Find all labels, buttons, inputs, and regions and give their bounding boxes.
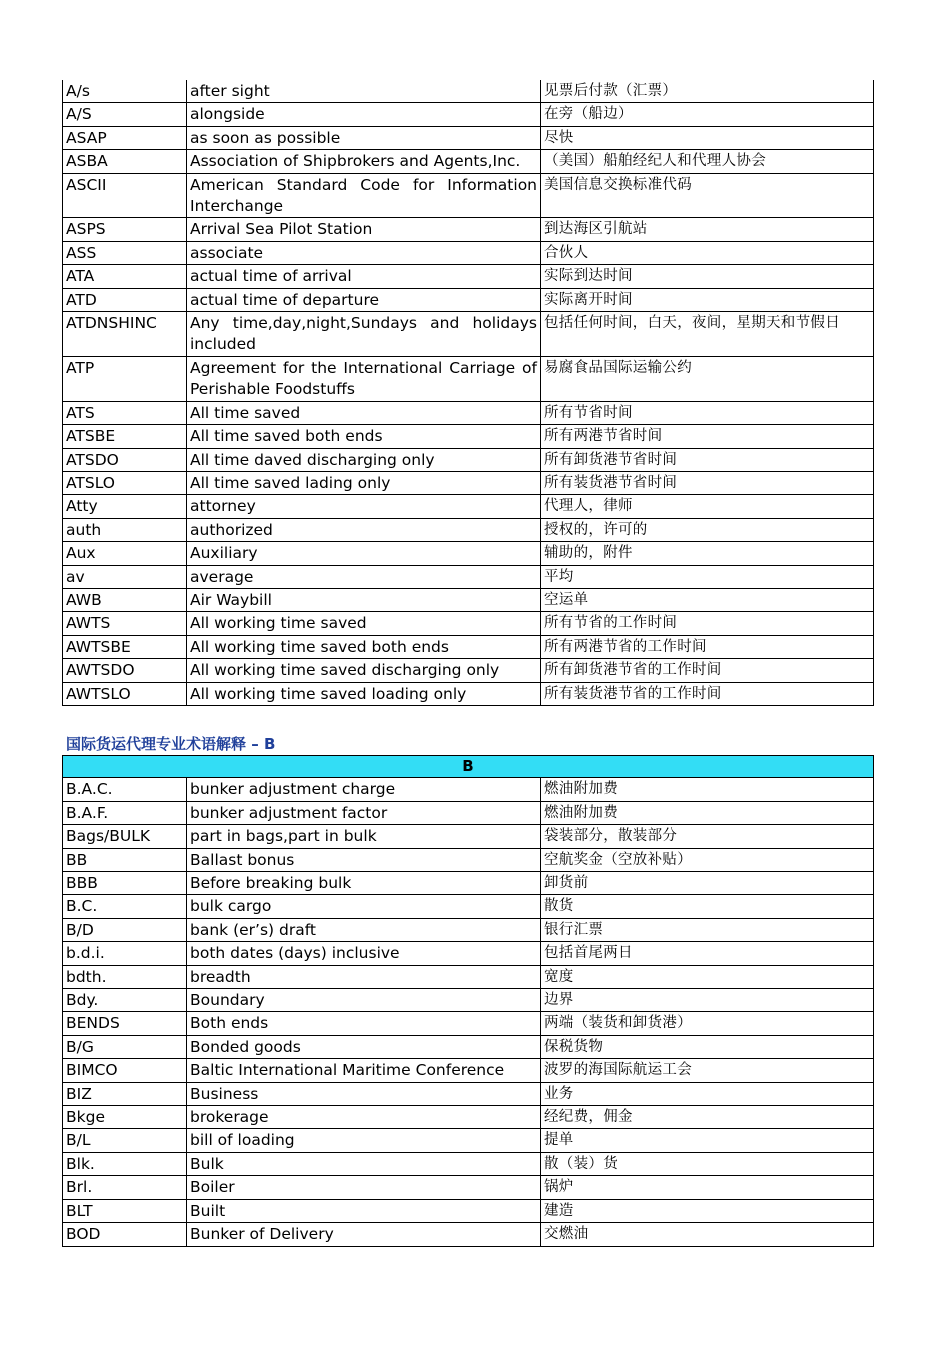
glossary-table-a [62,80,874,706]
glossary-row [63,173,874,218]
english-term-cell: Bulk [187,1152,541,1175]
english-term-cell: part in bags,part in bulk [187,825,541,848]
chinese-translation-cell: （美国）船舶经纪人和代理人协会 [541,150,874,173]
abbreviation-cell: BLT [63,1199,187,1222]
glossary-row [63,612,874,635]
english-term-cell: brokerage [187,1106,541,1129]
glossary-row [63,588,874,611]
chinese-translation-cell: 散（装）货 [541,1152,874,1175]
chinese-translation-cell: 包括首尾两日 [541,942,874,965]
chinese-translation-cell: 建造 [541,1199,874,1222]
glossary-row [63,80,874,103]
english-term-cell: actual time of departure [187,288,541,311]
english-term-cell: Both ends [187,1012,541,1035]
chinese-translation-cell: 合伙人 [541,241,874,264]
abbreviation-cell: B.A.C. [63,778,187,801]
chinese-translation-cell: 保税货物 [541,1035,874,1058]
abbreviation-cell: av [63,565,187,588]
chinese-translation-cell: 所有卸货港节省的工作时间 [541,659,874,682]
glossary-row [63,312,874,357]
abbreviation-cell: B/D [63,918,187,941]
english-term-cell: All time saved both ends [187,425,541,448]
abbreviation-cell: A/s [63,80,187,103]
glossary-row [63,918,874,941]
english-term-cell: Arrival Sea Pilot Station [187,218,541,241]
glossary-row [63,1082,874,1105]
chinese-translation-cell: 所有节省时间 [541,401,874,424]
glossary-table-b [62,755,874,1247]
abbreviation-cell: AWTS [63,612,187,635]
english-term-cell: Built [187,1199,541,1222]
glossary-row [63,401,874,424]
abbreviation-cell: B.A.F. [63,801,187,824]
abbreviation-cell: AWTSLO [63,682,187,705]
english-term-cell: All time saved [187,401,541,424]
glossary-row [63,848,874,871]
glossary-row [63,565,874,588]
english-term-cell: Ballast bonus [187,848,541,871]
english-term-cell: Association of Shipbrokers and Agents,Inc. [187,150,541,173]
chinese-translation-cell: 两端（装货和卸货港） [541,1012,874,1035]
english-term-cell: Business [187,1082,541,1105]
abbreviation-cell: ATS [63,401,187,424]
abbreviation-cell: ASAP [63,126,187,149]
abbreviation-cell: b.d.i. [63,942,187,965]
abbreviation-cell: BB [63,848,187,871]
glossary-row [63,495,874,518]
section-b-band: B [63,755,874,777]
abbreviation-cell: B.C. [63,895,187,918]
english-term-cell: Before breaking bulk [187,872,541,895]
glossary-row [63,288,874,311]
chinese-translation-cell: 边界 [541,989,874,1012]
english-term-cell: bunker adjustment charge [187,778,541,801]
abbreviation-cell: ATSDO [63,448,187,471]
english-term-cell: American Standard Code for Information Interchange [187,173,541,218]
english-term-cell: Air Waybill [187,588,541,611]
glossary-page [62,80,873,1247]
glossary-row [63,942,874,965]
chinese-translation-cell: 卸货前 [541,872,874,895]
chinese-translation-cell: 所有节省的工作时间 [541,612,874,635]
glossary-row [63,825,874,848]
chinese-translation-cell: 代理人，律师 [541,495,874,518]
chinese-translation-cell: 所有装货港节省时间 [541,471,874,494]
abbreviation-cell: BENDS [63,1012,187,1035]
abbreviation-cell: ATDNSHINC [63,312,187,357]
chinese-translation-cell: 空航奖金（空放补贴） [541,848,874,871]
glossary-row [63,801,874,824]
chinese-translation-cell: 所有卸货港节省时间 [541,448,874,471]
abbreviation-cell: AWB [63,588,187,611]
abbreviation-cell: auth [63,518,187,541]
abbreviation-cell: ATP [63,356,187,401]
english-term-cell: Auxiliary [187,542,541,565]
glossary-row [63,471,874,494]
english-term-cell: All working time saved loading only [187,682,541,705]
abbreviation-cell: ATA [63,265,187,288]
glossary-row [63,1129,874,1152]
chinese-translation-cell: 散货 [541,895,874,918]
abbreviation-cell: BOD [63,1223,187,1246]
chinese-translation-cell: 交燃油 [541,1223,874,1246]
chinese-translation-cell: 空运单 [541,588,874,611]
english-term-cell: both dates (days) inclusive [187,942,541,965]
abbreviation-cell: bdth. [63,965,187,988]
chinese-translation-cell: 提单 [541,1129,874,1152]
chinese-translation-cell: 授权的，许可的 [541,518,874,541]
english-term-cell: All working time saved discharging only [187,659,541,682]
chinese-translation-cell: 锅炉 [541,1176,874,1199]
abbreviation-cell: Atty [63,495,187,518]
glossary-row [63,518,874,541]
abbreviation-cell: BIZ [63,1082,187,1105]
glossary-table-b-body [63,755,874,1246]
glossary-row [63,103,874,126]
abbreviation-cell: Brl. [63,1176,187,1199]
abbreviation-cell: BIMCO [63,1059,187,1082]
glossary-row [63,126,874,149]
english-term-cell: breadth [187,965,541,988]
section-b-title: 国际货运代理专业术语解释 – B [66,734,276,753]
english-term-cell: bank (er’s) draft [187,918,541,941]
abbreviation-cell: BBB [63,872,187,895]
abbreviation-cell: A/S [63,103,187,126]
glossary-row [63,778,874,801]
english-term-cell: Boundary [187,989,541,1012]
chinese-translation-cell: 美国信息交换标准代码 [541,173,874,218]
glossary-row [63,1199,874,1222]
chinese-translation-cell: 袋装部分，散装部分 [541,825,874,848]
abbreviation-cell: ASPS [63,218,187,241]
chinese-translation-cell: 到达海区引航站 [541,218,874,241]
english-term-cell: All working time saved both ends [187,635,541,658]
glossary-row [63,872,874,895]
abbreviation-cell: AWTSDO [63,659,187,682]
chinese-translation-cell: 燃油附加费 [541,801,874,824]
abbreviation-cell: B/G [63,1035,187,1058]
glossary-row [63,448,874,471]
chinese-translation-cell: 辅助的，附件 [541,542,874,565]
glossary-row [63,635,874,658]
glossary-row [63,542,874,565]
chinese-translation-cell: 经纪费，佣金 [541,1106,874,1129]
section-b-band-row [63,755,874,777]
abbreviation-cell: ATSLO [63,471,187,494]
glossary-row [63,150,874,173]
chinese-translation-cell: 包括任何时间，白天，夜间，星期天和节假日 [541,312,874,357]
glossary-row [63,265,874,288]
chinese-translation-cell: 银行汇票 [541,918,874,941]
english-term-cell: Agreement for the International Carriage of Perishable Foodstuffs [187,356,541,401]
english-term-cell: bill of loading [187,1129,541,1152]
chinese-translation-cell: 业务 [541,1082,874,1105]
glossary-row [63,1152,874,1175]
glossary-row [63,1223,874,1246]
english-term-cell: Boiler [187,1176,541,1199]
abbreviation-cell: Aux [63,542,187,565]
english-term-cell: authorized [187,518,541,541]
glossary-row [63,1012,874,1035]
chinese-translation-cell: 实际到达时间 [541,265,874,288]
chinese-translation-cell: 尽快 [541,126,874,149]
glossary-row [63,1106,874,1129]
glossary-row [63,218,874,241]
abbreviation-cell: Bags/BULK [63,825,187,848]
english-term-cell: All time saved lading only [187,471,541,494]
chinese-translation-cell: 宽度 [541,965,874,988]
english-term-cell: All working time saved [187,612,541,635]
chinese-translation-cell: 所有装货港节省的工作时间 [541,682,874,705]
chinese-translation-cell: 所有两港节省的工作时间 [541,635,874,658]
english-term-cell: Bonded goods [187,1035,541,1058]
english-term-cell: Bunker of Delivery [187,1223,541,1246]
abbreviation-cell: Bdy. [63,989,187,1012]
chinese-translation-cell: 所有两港节省时间 [541,425,874,448]
english-term-cell: Any time,day,night,Sundays and holidays included [187,312,541,357]
chinese-translation-cell: 在旁（船边） [541,103,874,126]
chinese-translation-cell: 波罗的海国际航运工会 [541,1059,874,1082]
english-term-cell: after sight [187,80,541,103]
glossary-row [63,1035,874,1058]
abbreviation-cell: Blk. [63,1152,187,1175]
english-term-cell: alongside [187,103,541,126]
english-term-cell: All time daved discharging only [187,448,541,471]
glossary-row [63,1059,874,1082]
chinese-translation-cell: 见票后付款（汇票） [541,80,874,103]
abbreviation-cell: AWTSBE [63,635,187,658]
english-term-cell: actual time of arrival [187,265,541,288]
glossary-row [63,356,874,401]
glossary-row [63,1176,874,1199]
glossary-table-a-body [63,80,874,705]
chinese-translation-cell: 易腐食品国际运输公约 [541,356,874,401]
abbreviation-cell: B/L [63,1129,187,1152]
english-term-cell: bunker adjustment factor [187,801,541,824]
chinese-translation-cell: 燃油附加费 [541,778,874,801]
english-term-cell: average [187,565,541,588]
chinese-translation-cell: 实际离开时间 [541,288,874,311]
abbreviation-cell: ASBA [63,150,187,173]
english-term-cell: associate [187,241,541,264]
english-term-cell: Baltic International Maritime Conference [187,1059,541,1082]
english-term-cell: as soon as possible [187,126,541,149]
abbreviation-cell: ATSBE [63,425,187,448]
glossary-row [63,659,874,682]
glossary-row [63,895,874,918]
glossary-row [63,241,874,264]
glossary-row [63,989,874,1012]
abbreviation-cell: ASCII [63,173,187,218]
glossary-row [63,425,874,448]
english-term-cell: bulk cargo [187,895,541,918]
chinese-translation-cell: 平均 [541,565,874,588]
glossary-row [63,682,874,705]
english-term-cell: attorney [187,495,541,518]
abbreviation-cell: ASS [63,241,187,264]
abbreviation-cell: Bkge [63,1106,187,1129]
glossary-row [63,965,874,988]
abbreviation-cell: ATD [63,288,187,311]
